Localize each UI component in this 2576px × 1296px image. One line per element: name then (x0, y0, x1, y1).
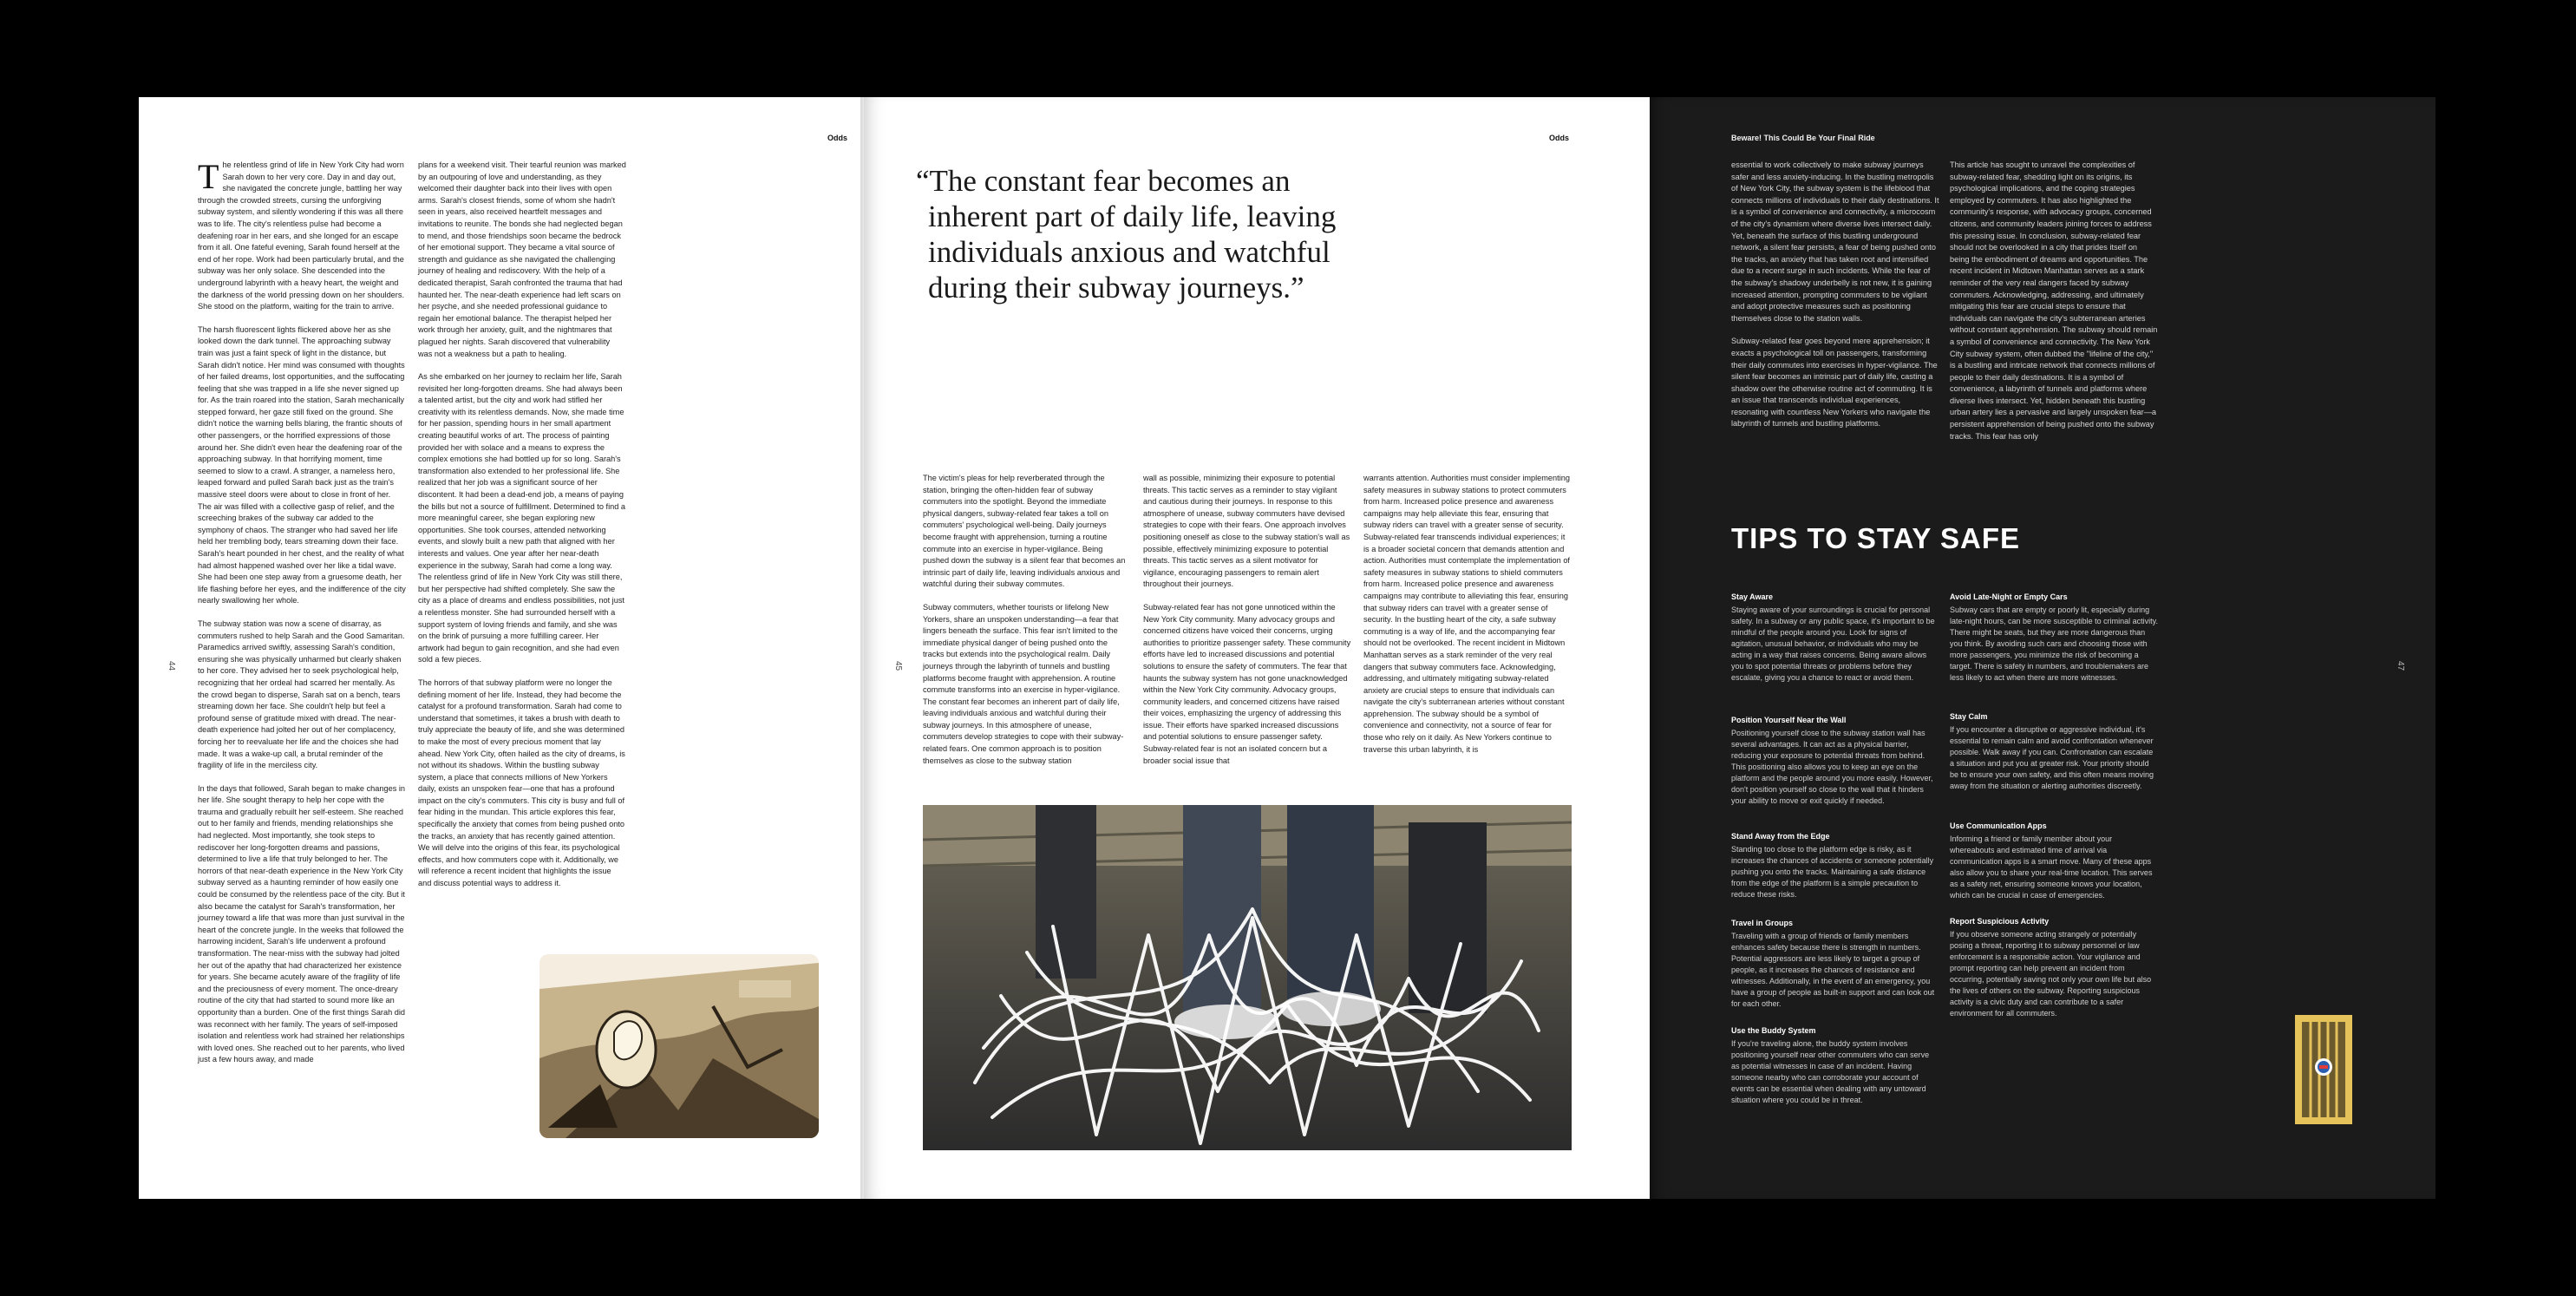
article-column-1 (198, 157, 406, 1077)
tip-heading: Travel in Groups (1731, 919, 1794, 927)
tip-heading: Avoid Late-Night or Empty Cars (1950, 592, 2068, 601)
tip-communication-apps (1950, 821, 2158, 901)
tip-stay-aware (1731, 592, 1939, 684)
platform-scribble-photo (923, 805, 1572, 1150)
article-paragraph: plans for a weekend visit. Their tearful reunion was marked by an outpouring of love and understanding, as they welcomed their daughter back into their lives with open arms. Sarah's closest friends, some of whom she hadn't seen in years, also received heartfelt messages and invitations to reunite. The bonds she had neglected began to mend, and those friendships soon became the bedrock of her emotional support. They became a vital source of strength and guidance as she navigated the challenging journey of healing and rediscovery. With the help of a dedicated therapist, Sarah confronted the trauma that had haunted her. The near-death experience had left scars on her psyche, and she needed professional guidance to regain her emotional balance. The therapist helped her work through her anxiety, guilt, and the nightmares that plagued her nights. Sarah discovered that vulnerability was not a weakness but a path to healing. (418, 160, 626, 358)
article-column-7 (1950, 160, 2158, 454)
article-paragraph: The victim's pleas for help reverberated through the station, bringing the often-hidden fear of subway commuters into the spotlight. Beyond the immediate physical dangers, subway-related fear takes a toll on commuters' psychological well-being. Daily journeys become fraught with apprehension, turning a routine commute into an exercise in hyper-vigilance. Being pushed down the subway is a silent fear that becomes an intrinsic part of daily life, leaving individuals anxious and watchful during their subway commutes. (923, 474, 1126, 589)
article-paragraph: This article has sought to unravel the complexities of subway-related fear, shedding light on its origins, its psychological implications, and the coping strategies employed by commuters. It has also highlighted the community's response, with advocacy groups, concerned citizens, and community leaders joining forces to address this pressing issue. In conclusion, subway-related fear should not be overlooked in a city that prides itself on being the embodiment of dreams and opportunities. The recent incident in Midtown Manhattan serves as a stark reminder of the very real dangers faced by subway commuters. Acknowledging, addressing, and ultimately mitigating this fear are crucial steps to ensure that individuals can navigate the city's subterranean arteries without constant apprehension. The subway should remain a symbol of convenience and connectivity. The New York City subway system, often dubbed the "lifeline of the city," is a bustling and intricate network that connects millions of people to their daily destinations. It is a symbol of convenience, a labyrinth of tunnels and platforms where diverse lives intersect. Yet, hidden beneath this bustling urban artery lies a pervasive and largely unspoken fear—a persistent apprehension of being pushed onto the subway tracks. This fear has only (1950, 160, 2158, 441)
page-number: 45 (893, 660, 904, 671)
tip-travel-in-groups (1731, 918, 1939, 1010)
tip-body: Informing a friend or family member about your whereabouts and estimated time of arrival via communication apps is a smart move. Many of these apps also allow you to share your real-time location. This serves as a safety net, ensuring someone knows your location, which can be crucial in case of emergencies. (1950, 835, 2153, 900)
tip-body: Standing too close to the platform edge is risky, as it increases the chances of accidents or someone potentially pushing you onto the tracks. Maintaining a safe distance from the edge of the platform is a simple precaution to reduce these risks. (1731, 845, 1934, 899)
running-head: Odds (827, 134, 848, 142)
running-head: Odds (1549, 134, 1570, 142)
tips-heading: TIPS TO STAY SAFE (1731, 522, 2021, 554)
article-paragraph: The subway station was now a scene of disarray, as commuters rushed to help Sarah and the Good Samaritan. Paramedics arrived swiftly, assessing Sarah's condition, ensuring she was physically unharmed but clearly shaken to her core. They advised her to seek psychological help, recognizing that her ordeal had scarred her mentally. As the crowd began to disperse, Sarah sat on a bench, tears streaming down her face. She couldn't help but feel a profound sense of gratitude mixed with dread. The near-death experience had jolted her out of her complacency, forcing her to reevaluate her life and the choices she had made. It was a wake-up call, a brutal reminder of the fragility of life in the merciless city. (198, 619, 405, 770)
tip-report-suspicious (1950, 916, 2158, 1019)
article-paragraph: Subway-related fear has not gone unnoticed within the New York City community. Many advocacy groups and concerned citizens have voiced their concerns, urging authorities to prioritize passenger safety. These community efforts have led to increased discussions and potential solutions to ensure the safety of commuters. The fear that haunts the subway system has not gone unacknowledged within the New York City community. Advocacy groups, community leaders, and concerned citizens have raised their voices, emphasizing the urgency of addressing this issue. Their efforts have sparked increased discussions and potential solutions to ensure passenger safety. Subway-related fear is not an isolated concern but a broader social issue that (1143, 602, 1351, 765)
tip-heading: Report Suspicious Activity (1950, 917, 2050, 926)
article-column-4 (1143, 473, 1351, 778)
article-paragraph: The harsh fluorescent lights flickered above her as she looked down the dark tunnel. The approaching subway train was just a faint speck of light in the distance, but Sarah didn't notice. Her mind was consumed with thoughts of her failed dreams, lost opportunities, and the suffocating feeling that she was trapped in a life she never signed up for. As the train roared into the station, Sarah mechanically stepped forward, her gaze still fixed on the ground. She didn't notice the warning bells blaring, the frantic shouts of other passengers, or the horrified expressions of those around her. She didn't even hear the deafening roar of the approaching subway. In that horrifying moment, time seemed to slow to a crawl. A stranger, a nameless hero, leaped forward and pulled Sarah back just as the train's massive steel doors were about to close in front of her. The air was filled with a collective gasp of relief, and the screeching brakes of the subway car added to the symphony of chaos. The stranger who had saved her life held her trembling body, tears streaming down their face. Sarah's heart pounded in her chest, and the reality of what had almost happened washed over her like a tidal wave. She had been one step away from a gruesome death, her life flashing before her eyes, and the indifference of the city nearly swallowing her whole. (198, 324, 406, 605)
pull-quote: “The constant fear becomes an inherent part of daily life, leaving individuals anxious and watchful during their subway journeys.” (916, 164, 1337, 304)
tip-heading: Use the Buddy System (1731, 1026, 1816, 1035)
article-paragraph: he relentless grind of life in New York City had worn Sarah down to her very core. Day in and day out, she navigated the concrete jungle, battling her way through the crowded streets, cursing the unforgiving subway system, and silently wondering if this was all there was to life. The city's relentless pulse had become a deafening roar in her ears, and she longed for an escape from it all. One fateful evening, Sarah found herself at the end of her rope. Work had been particularly brutal, and the subway was her only solace. She descended into the underground labyrinth with a heavy heart, the weight and the darkness of the world pressing down on her shoulders. She stood on the platform, waiting for the train to arrive. (198, 160, 404, 311)
tip-body: Staying aware of your surroundings is crucial for personal safety. In a subway or any public space, it's important to be mindful of the people around you. Look for signs of agitation, unusual behavior, or individuals who may be acting in a way that raises concerns. Being aware allows you to spot potential threats or problems before they escalate, giving you a chance to react or avoid them. (1731, 605, 1935, 682)
article-paragraph: As she embarked on her journey to reclaim her life, Sarah revisited her long-forgotten dreams. She had always been a talented artist, but the city and work had stifled her creativity with its relentless demands. Now, she made time for her passion, spending hours in her small apartment creating beautiful works of art. The process of painting provided her with solace and a means to express the complex emotions she had bottled up for so long. Sarah's transformation also extended to her professional life. She realized that her job was a significant source of her discontent. It had been a dead-end job, a means of paying the bills but not a source of fulfillment. Determined to find a more meaningful career, she began exploring new opportunities. She took courses, attended networking events, and slowly built a new path that aligned with her interests and values. One year after her near-death experience in the subway, Sarah had come a long way. The relentless grind of life in New York City was still there, but her perspective had shifted completely. She saw the city as a place of dreams and endless possibilities, not just a relentless monster. She had surrounded herself with a support system of loving friends and family, and she was on the brink of pursuing a more fulfilling career. Her artwork had begun to gain recognition, and she had even sold a few pieces. (418, 372, 626, 664)
tip-heading: Stay Aware (1731, 592, 1774, 601)
tip-heading: Stay Calm (1950, 712, 1988, 721)
drop-cap: T (198, 157, 219, 196)
tip-heading: Use Communication Apps (1950, 821, 2047, 830)
article-paragraph: wall as possible, minimizing their exposure to potential threats. This tactic serves as a reminder to stay vigilant and cautious during their journeys. In response to this atmosphere of unease, subway commuters have devised strategies to cope with their fears. One approach involves positioning oneself as close to the subway station's wall as possible, effectively minimizing exposure to potential threats. This tactic serves as a silent motivator for vigilance, encouraging passengers to remain alert throughout their journeys. (1143, 474, 1350, 589)
article-paragraph: warrants attention. Authorities must consider implementing safety measures in subway stations to protect commuters from harm. Increased police presence and awareness campaigns may help alleviate this fear, ensuring that subway riders can travel with a greater sense of security. Subway-related fear transcends individual experiences; it is a broader societal concern that demands attention and action. Authorities must contemplate the implementation of safety measures in subway stations to shield commuters from harm. Increased police presence and awareness campaigns may contribute to alleviating this fear, ensuring that subway riders can travel with a greater sense of security. In the bustling heart of the city, a safe subway commuting is a way of life, and the accompanying fear should not be overlooked. The recent incident in Midtown Manhattan serves as a stark reminder of the very real dangers that subway commuters face. Acknowledging, addressing, and ultimately mitigating subway-related anxiety are crucial steps to ensure that individuals can navigate the city's subterranean arteries without constant apprehension. The subway should be a symbol of convenience and connectivity, not a source of fear for those who rely on it daily. As New Yorkers continue to traverse this urban labyrinth, it is (1363, 474, 1570, 754)
article-column-3 (923, 473, 1131, 778)
tip-stand-away-edge (1731, 831, 1939, 900)
tip-body: Positioning yourself close to the subway station wall has several advantages. It can act as a physical barrier, reducing your exposure to potential threats from behind. This positioning also allows you to keep an eye on the platform and the people around you more easily. However, don't position yourself so close to the wall that it hinders your ability to move or exit quickly if needed. (1731, 729, 1933, 805)
subway-sketch-illustration (539, 954, 819, 1138)
tip-heading: Position Yourself Near the Wall (1731, 716, 1847, 724)
tip-body: Traveling with a group of friends or family members enhances safety because there is strength in numbers. Potential aggressors are less likely to target a group of people, as it increases the chances of resistance and witnesses. Additionally, in the event of an emergency, you have a group of people as built-in support and can look out for each other. (1731, 932, 1935, 1008)
article-paragraph: Subway-related fear goes beyond mere apprehension; it exacts a psychological toll on passengers, transforming their daily commutes into exercises in hyper-vigilance. The silent fear becomes an intrinsic part of daily life, casting a shadow over the otherwise routine act of commuting. It is an issue that transcends individual experiences, resonating with countless New Yorkers who navigate the labyrinth of tunnels and bustling platforms. (1731, 337, 1938, 429)
article-paragraph: The horrors of that subway platform were no longer the defining moment of her life. Instead, they had become the catalyst for a profound transformation. Sarah had come to understand that sometimes, it takes a brush with death to truly appreciate the beauty of life, and she was determined to make the most of every precious moment that lay ahead. New York City, often hailed as the city of dreams, is not without its shadows. Within the bustling subway system, a place that connects millions of New Yorkers daily, exists an unspoken fear—one that has a profound impact on the city's commuters. This city is busy and full of fear hiding in the mundan. This article explores this fear, specifically the anxiety that comes from being pushed onto the tracks, an anxiety that has recently gained attention. We will delve into the origins of this fear, its psychological effects, and how commuters cope with it. Additionally, we will reference a recent incident that highlights the issue and discuss potential ways to address it. (418, 677, 625, 888)
tip-stay-calm (1950, 711, 2158, 792)
tip-position-near-wall (1731, 715, 1939, 807)
page-number: 44 (167, 660, 177, 671)
article-paragraph: essential to work collectively to make subway journeys safer and less anxiety-inducing. In the bustling metropolis of New York City, the subway system is the lifeblood that connects millions of individuals to their daily destinations. It is a symbol of convenience and connectivity, a microcosm of the city's dynamism where diverse lives intersect daily. Yet, beneath the surface of this bustling underground network, a silent fear persists, a fear of being pushed onto the tracks, an anxiety that has taken root and intensified due to a recent surge in such incidents. While the fear of the subway's shadowy underbelly is not new, it is gaining increased attention, prompting commuters to be vigilant and adopt protective measures such as positioning themselves close to the station walls. (1731, 160, 1939, 323)
article-column-6 (1731, 160, 1939, 442)
article-paragraph: Subway commuters, whether tourists or lifelong New Yorkers, share an unspoken understanding—a fear that lingers beneath the surface. This fear isn't limited to the immediate physical danger of being pushed onto the tracks but extends into the psychological realm. Daily journeys through the labyrinth of tunnels and bustling platforms become fraught with apprehension. A routine commute transforms into an exercise in hyper-vigilance. The constant fear becomes an inherent part of daily life, leaving individuals anxious and watchful during their subway journeys. In this atmosphere of unease, commuters develop strategies to cope with their subway-related fears. One common approach is to position themselves as close to the subway station (923, 602, 1124, 765)
article-column-2 (418, 160, 626, 901)
tip-avoid-empty-cars (1950, 592, 2158, 684)
tip-body: If you're traveling alone, the buddy system involves positioning yourself near other commuters who can serve as potential witnesses in case of an incident. Having someone nearby who can corroborate your account of events can be essential when dealing with any untoward situation where you could be in threat. (1731, 1039, 1930, 1104)
article-paragraph: In the days that followed, Sarah began to make changes in her life. She sought therapy to help her cope with the trauma and gradually rebuilt her self-esteem. She reached out to her family and friends, mending relationships she had neglected. Most importantly, she took steps to rediscover her long-forgotten dreams and passions, determined to live a life that truly belonged to her. The horrors of that near-death experience in the New York City subway served as a haunting reminder of how easily one could be consumed by the relentless pace of the city. But it also became the catalyst for Sarah's transformation, her journey toward a life that was more than just survival in the heart of the concrete jungle. In the weeks that followed the harrowing incident, Sarah's life underwent a profound transformation. The near-miss with the subway had jolted her out of the apathy that had characterized her existence for years. She became acutely aware of the fragility of life and the preciousness of every moment. The once-dreary routine of the city that had started to sound more like an opportunity than a burden. One of the first things Sarah did was reconnect with her family. The years of self-imposed isolation and relentless work had strained her relationships with loved ones. She reached out to her parents, who lived just a few hours away, and made (198, 783, 406, 1064)
right-page (1650, 97, 2435, 1199)
tip-buddy-system (1731, 1025, 1939, 1106)
subway-poster-illustration (2293, 1013, 2354, 1126)
running-head: Beware! This Could Be Your Final Ride (1731, 134, 1875, 142)
left-page (139, 97, 864, 1199)
tip-heading: Stand Away from the Edge (1731, 832, 1830, 841)
page-number: 47 (2396, 660, 2406, 671)
tip-body: Subway cars that are empty or poorly lit, especially during late-night hours, can be more susceptible to criminal activity. There might be seats, but they are more dangerous than you think. By avoiding such cars and choosing those with more passengers, you minimize the risk of becoming a target. There is safety in numbers, and troublemakers are less likely to act when there are more witnesses. (1950, 605, 2158, 682)
article-column-5 (1363, 473, 1572, 767)
tip-body: If you encounter a disruptive or aggressive individual, it's essential to remain calm and avoid confrontation whenever possible. Walk away if you can. Confrontation can escalate a situation and put you at greater risk. Your priority should be to ensure your own safety, and this often means moving away from the situation or alerting authorities discreetly. (1950, 725, 2154, 790)
tip-body: If you observe someone acting strangely or potentially posing a threat, reporting it to subway personnel or law enforcement is a responsible action. Your vigilance and prompt reporting can help prevent an incident from occurring, potentially saving not only your own life but also the lives of others on the subway. Reporting suspicious activity is a civic duty and can contribute to a safer environment for all commuters. (1950, 930, 2152, 1018)
middle-page (864, 97, 1650, 1199)
